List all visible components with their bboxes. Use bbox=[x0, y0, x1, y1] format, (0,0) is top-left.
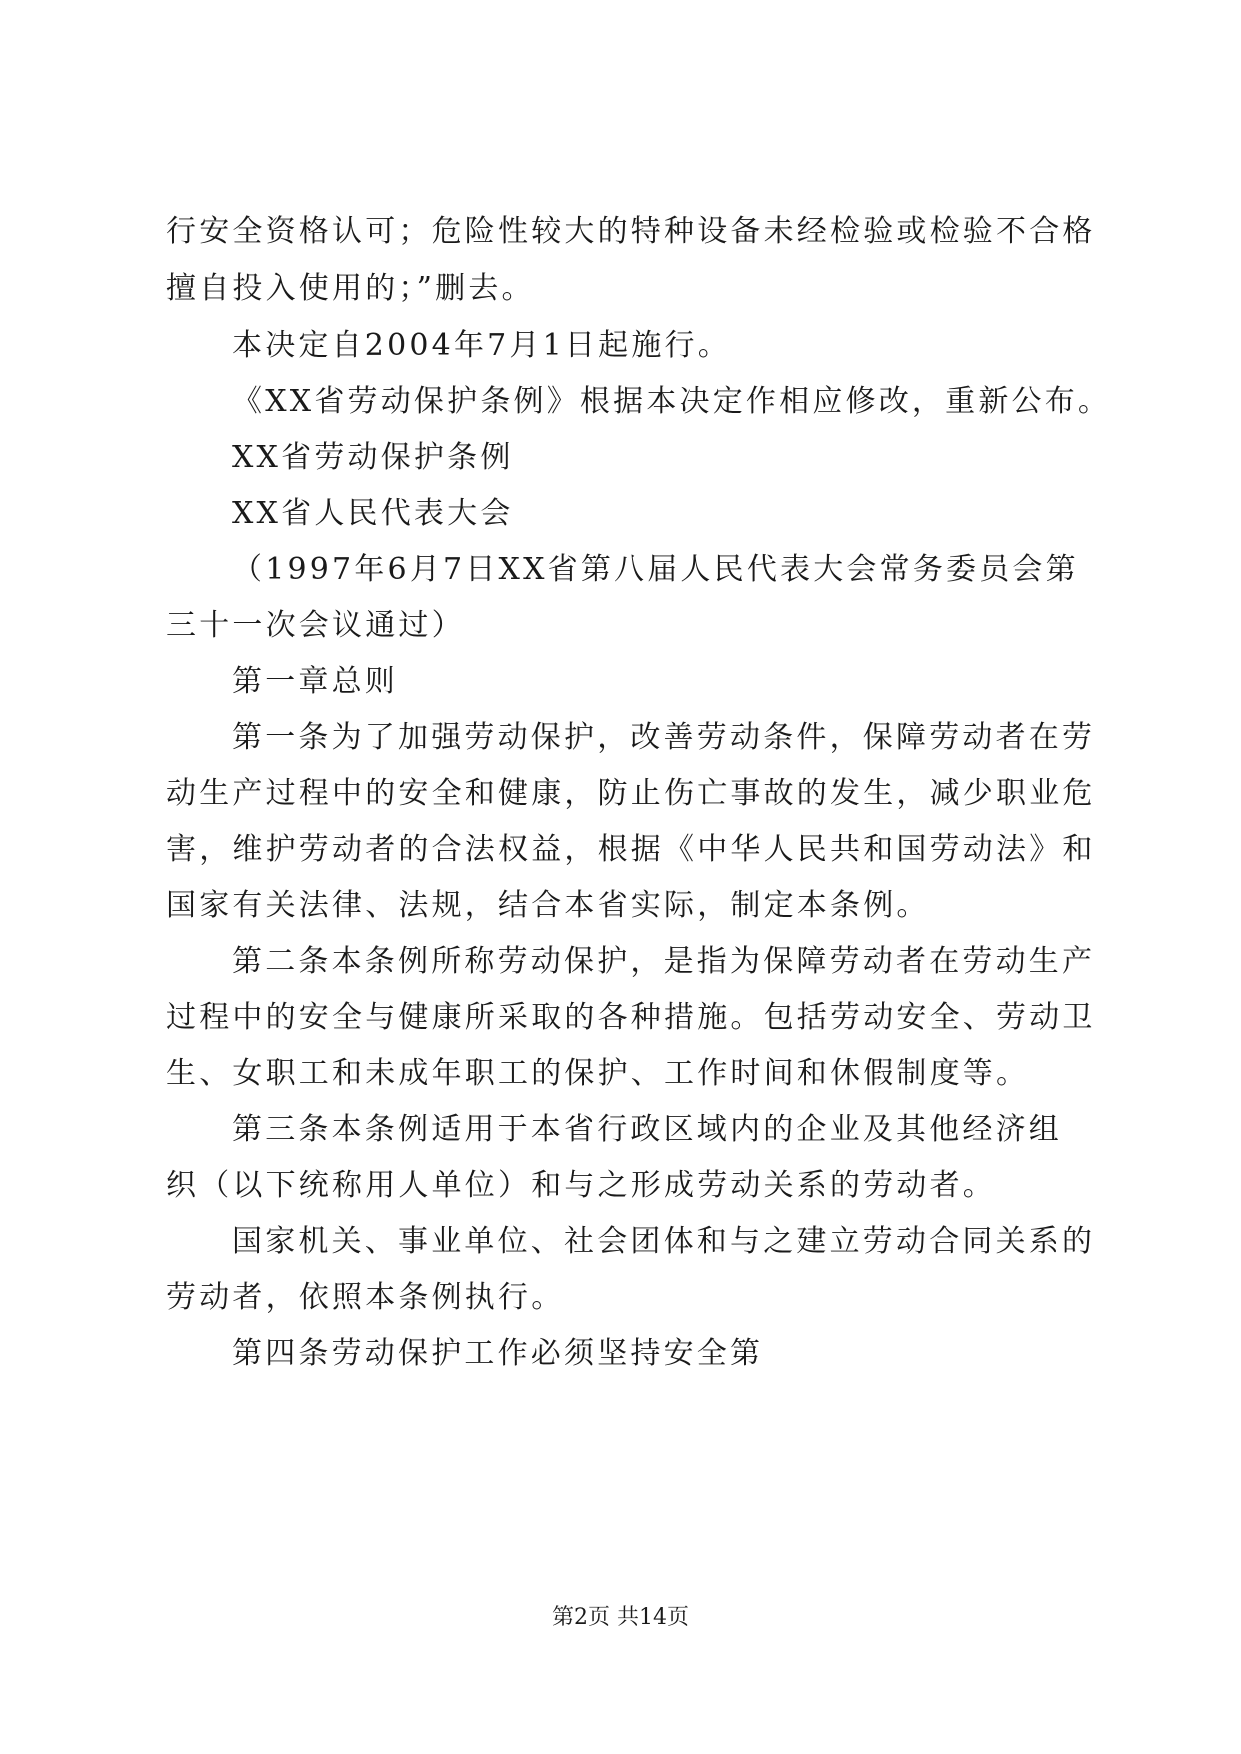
text-line-21: 第四条劳动保护工作必须坚持安全第 bbox=[232, 1336, 764, 1371]
text-line-16: 生、女职工和未成年职工的保护、工作时间和休假制度等。 bbox=[166, 1056, 1030, 1091]
text-line-18: 织（以下统称用人单位）和与之形成劳动关系的劳动者。 bbox=[166, 1168, 996, 1203]
text-line-15: 过程中的安全与健康所采取的各种措施。包括劳动安全、劳动卫 bbox=[166, 1000, 1096, 1035]
text-line-19: 国家机关、事业单位、社会团体和与之建立劳动合同关系的 bbox=[232, 1224, 1096, 1259]
text-line-3: 本决定自2004年7月1日起施行。 bbox=[232, 328, 731, 363]
text-line-6: XX省人民代表大会 bbox=[232, 496, 514, 531]
text-line-2: 擅自投入使用的；”删去。 bbox=[166, 271, 535, 306]
chapter-heading: 第一章总则 bbox=[232, 664, 398, 699]
page-number-footer: 第2页 共14页 bbox=[552, 1605, 689, 1630]
text-line-11: 动生产过程中的安全和健康，防止伤亡事故的发生，减少职业危 bbox=[166, 776, 1096, 811]
text-line-8: 三十一次会议通过） bbox=[166, 608, 465, 643]
text-line-14: 第二条本条例所称劳动保护，是指为保障劳动者在劳动生产 bbox=[232, 944, 1096, 979]
text-line-1: 行安全资格认可；危险性较大的特种设备未经检验或检验不合格 bbox=[166, 214, 1096, 249]
text-line-12: 害，维护劳动者的合法权益，根据《中华人民共和国劳动法》和 bbox=[166, 832, 1096, 867]
text-line-20: 劳动者，依照本条例执行。 bbox=[166, 1280, 565, 1315]
text-line-13: 国家有关法律、法规，结合本省实际，制定本条例。 bbox=[166, 888, 930, 923]
text-line-7: （1997年6月7日XX省第八届人民代表大会常务委员会第 bbox=[232, 552, 1079, 587]
text-line-5: XX省劳动保护条例 bbox=[232, 440, 514, 475]
text-line-10: 第一条为了加强劳动保护，改善劳动条件，保障劳动者在劳 bbox=[232, 720, 1096, 755]
text-line-4: 《XX省劳动保护条例》根据本决定作相应修改，重新公布。 bbox=[232, 384, 1112, 419]
text-line-17: 第三条本条例适用于本省行政区域内的企业及其他经济组 bbox=[232, 1112, 1062, 1147]
